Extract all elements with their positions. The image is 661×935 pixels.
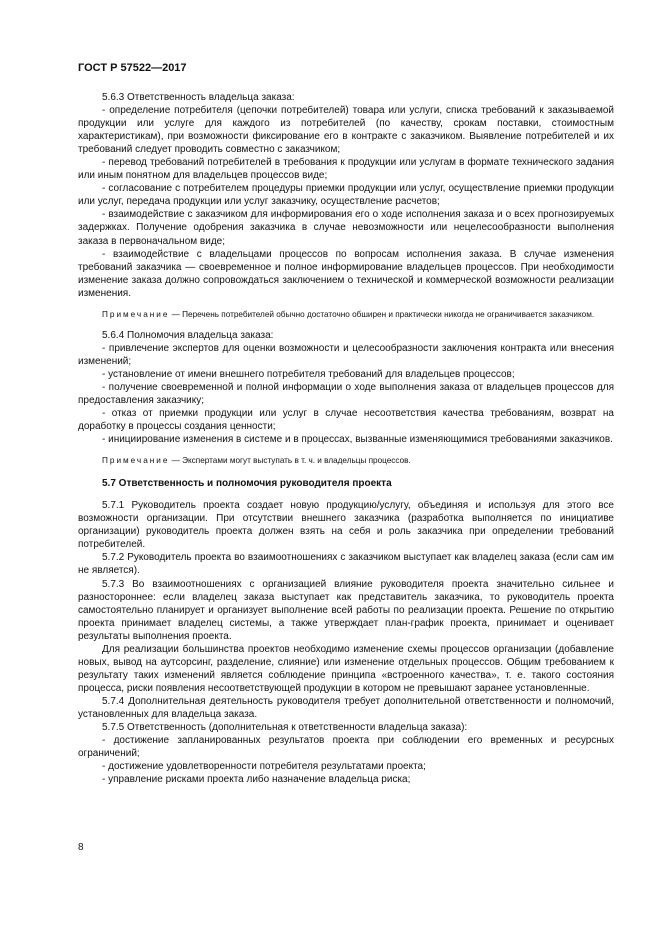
list-item: - установление от имени внешнего потребителя требований для владельцев процессов; <box>102 368 515 380</box>
list-item: - взаимодействие с заказчиком для информирования его о ходе исполнения заказа и о всех прогнозируемых задержках. Получение одобрения заказчика в случае невозможности или нецелесообразности выполнения заказа в первоначальном виде; <box>78 209 614 247</box>
section-5-7-heading: 5.7 Ответственность и полномочия руководителя проекта <box>102 478 392 490</box>
list-item: - достижение запланированных результатов проекта при соблюдении его временных и ресурсных ограничений; <box>78 735 614 760</box>
list-item: - достижение удовлетворенности потребителя результатами проекта; <box>102 761 426 773</box>
document-body <box>78 91 614 786</box>
list-item: - перевод требований потребителей в требования к продукции или услугам в формате технического задания или иным понятном для владельцев процессов виде; <box>78 157 614 182</box>
list-item: - управление рисками проекта либо назначение владельца риска; <box>102 774 411 786</box>
page-number: 8 <box>78 842 84 853</box>
paragraph: 5.7.2 Руководитель проекта во взаимоотношениях с заказчиком выступает как владелец заказа (если сам им не является). <box>78 552 614 577</box>
list-item: - определение потребителя (цепочки потребителей) товара или услуги, списка требований к заказываемой продукции или услуге для каждого из потребителей (по качеству, срокам поставки, стоимостным характеристикам), при возможности фиксирование его в контракте с заказчиком. Выявление потребителей и их требований следует проводить совместно с заказчиком; <box>78 105 614 156</box>
list-item: - отказ от приемки продукции или услуг в случае несоответствия качества требованиям, возврат на доработку в процессы создания ценности; <box>78 408 614 433</box>
list-item: - привлечение экспертов для оценки возможности и целесообразности заключения контракта или внесения изменений; <box>78 342 614 367</box>
note-label: Примечание <box>102 456 170 466</box>
note-text: — Перечень потребителей обычно достаточно обширен и практически никогда не ограничивается заказчиком. <box>169 309 595 319</box>
list-item: - получение своевременной и полной информации о ходе выполнения заказа от владельцев процессов для предоставления заказчику; <box>78 381 614 406</box>
paragraph: Для реализации большинства проектов необходимо изменение схемы процессов организации (добавление новых, вывод на аутсорсинг, разделение, слияние) или изменение отдельных процессов. Общим требованием к результату таких изменений является соблюдение принципа «встроенного качества», т. е. такого состояния процесса, риски появления несоответствующей продукции в котором не превышают заранее установленные. <box>78 643 614 694</box>
paragraph: 5.7.3 Во взаимоотношениях с организацией влияние руководителя проекта значительно сильнее и разностороннее: если владелец заказа выступает как представитель заказчика, то руководитель проекта самостоятельно планирует и организует выполнение всей работы по реализации проекта. Решение по открытию проекта принимает владелец системы, а также утверждает план-график проекта, принимает и оценивает результаты выполнения проекта. <box>78 578 614 642</box>
note-1 <box>78 309 614 321</box>
note-label: Примечание <box>102 309 170 319</box>
paragraph: 5.7.4 Дополнительная деятельность руководителя требует дополнительной ответственности и полномочий, установленных для владельца заказа. <box>78 695 614 720</box>
list-item: - инициирование изменения в системе и в процессах, вызванные изменяющимися требованиями заказчиков. <box>102 434 613 446</box>
note-text: — Экспертами могут выступать в т. ч. и владельцы процессов. <box>169 456 411 466</box>
list-item: - взаимодействие с владельцами процессов по вопросам исполнения заказа. В случае изменения требований заказчика — своевременное и полное информирование владельцев процессов. При необходимости изменение заказа должно сопровождаться заключением о технической и коммерческой возможности реализации изменения. <box>78 248 614 299</box>
note-2 <box>78 455 614 467</box>
section-5-6-4-title: 5.6.4 Полномочия владельца заказа: <box>102 329 274 341</box>
paragraph: 5.7.1 Руководитель проекта создает новую продукцию/услугу, объединяя и используя для этого все возможности организации. При отсутствии внешнего заказчика (разработка выполняется по инициативе организации) руководитель проекта должен взять на себя и роль заказчика при определении требований потребителей. <box>78 500 614 551</box>
list-item: - согласование с потребителем процедуры приемки продукции или услуг, осуществление приемки продукции или услуг, передача продукции или услуг заказчику, осуществление расчетов; <box>78 183 614 208</box>
paragraph: 5.7.5 Ответственность (дополнительная к ответственности владельца заказа): <box>102 722 468 734</box>
document-header: ГОСТ Р 57522—2017 <box>78 62 187 74</box>
section-5-6-3-title: 5.6.3 Ответственность владельца заказа: <box>102 92 295 103</box>
